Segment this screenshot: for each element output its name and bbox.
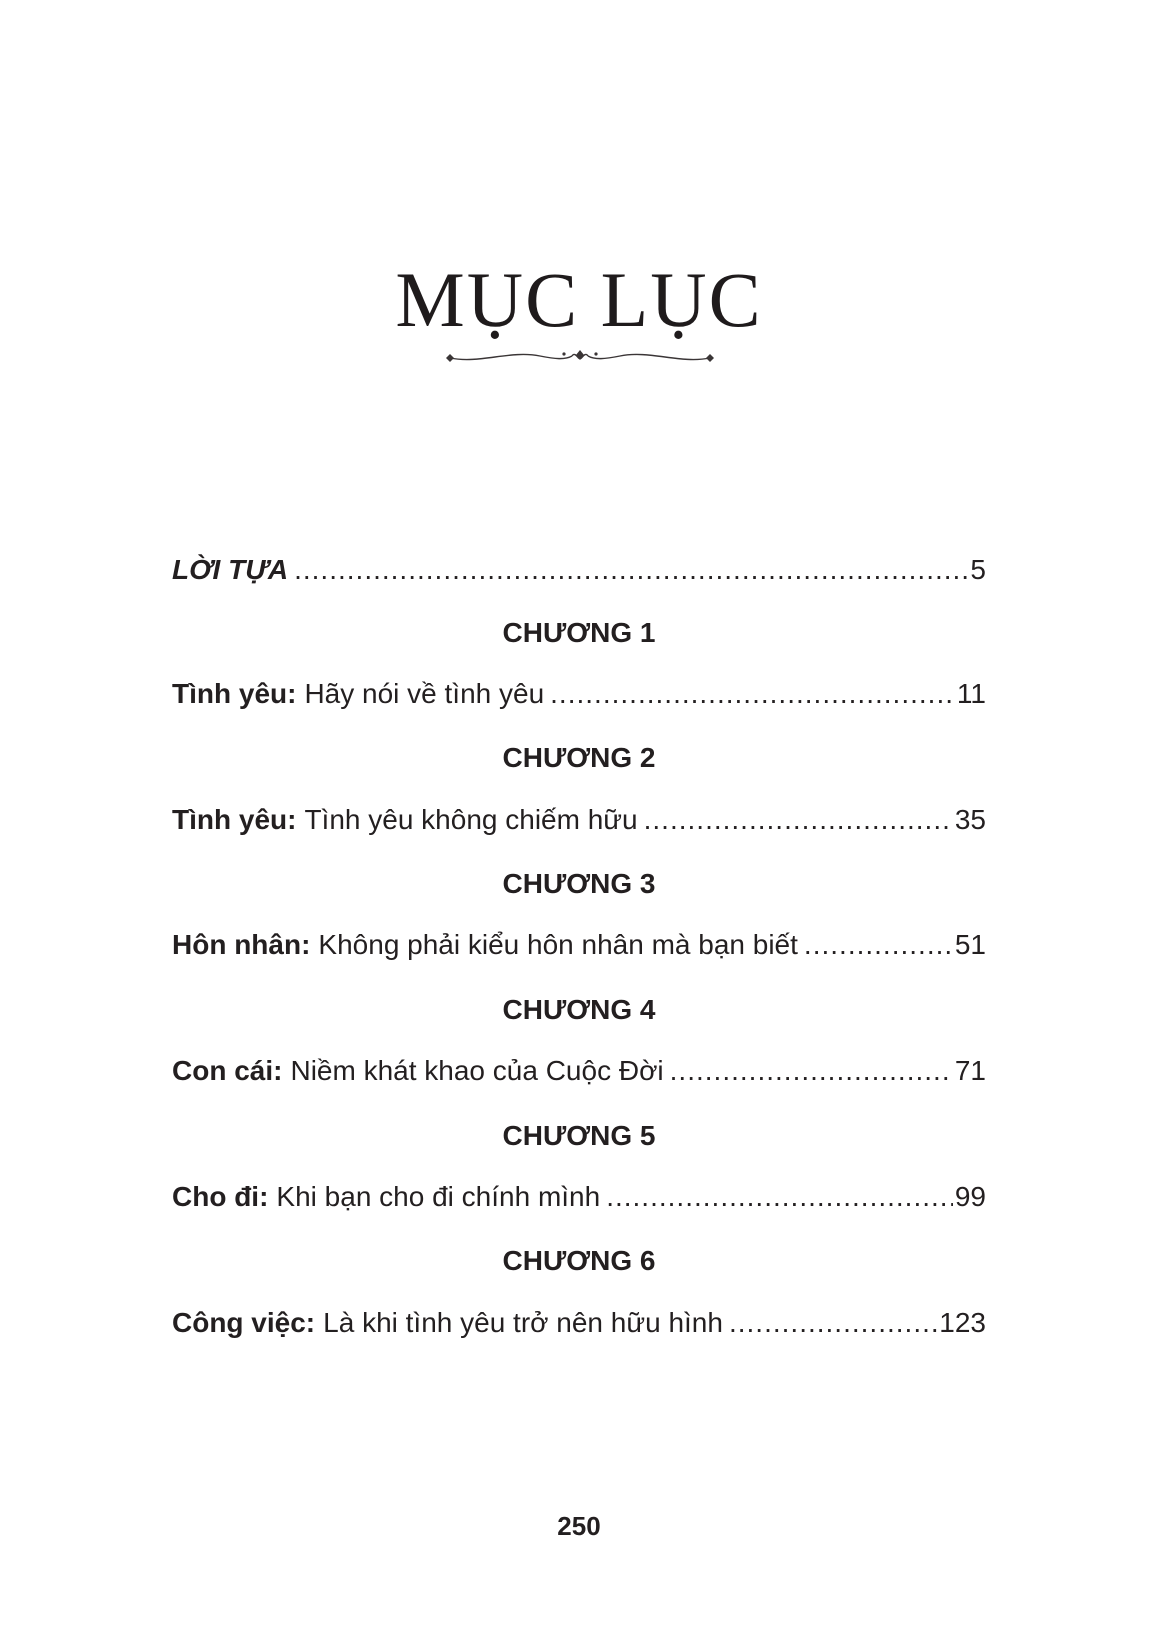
toc-entry-preface[interactable] — [172, 550, 986, 590]
chapter-heading-5: CHƯƠNG 5 — [502, 1120, 656, 1151]
toc-entry-chapter-5[interactable] — [172, 1177, 986, 1217]
entry-label: Tình yêu: — [172, 678, 297, 709]
chapter-heading-3: CHƯƠNG 3 — [502, 868, 656, 899]
entry-label: Con cái: — [172, 1055, 283, 1086]
toc-entry-chapter-6[interactable] — [172, 1303, 986, 1343]
page-title: MỤC LỤC — [395, 256, 763, 343]
chapter-heading-2: CHƯƠNG 2 — [502, 742, 656, 773]
entry-page-number: 71 — [954, 1055, 986, 1086]
entry-title: Là khi tình yêu trở nên hữu hình — [323, 1307, 723, 1338]
dot-leader — [729, 1303, 937, 1343]
entry-page-number: 99 — [954, 1181, 986, 1212]
entry-page-number: 123 — [939, 1307, 986, 1338]
entry-title: Tình yêu không chiếm hữu — [304, 804, 638, 835]
page-number: 250 — [557, 1511, 601, 1541]
dot-leader — [644, 800, 953, 840]
dot-leader — [294, 550, 968, 590]
dot-leader — [550, 674, 955, 714]
entry-label: Cho đi: — [172, 1181, 269, 1212]
dot-leader — [670, 1051, 953, 1091]
chapter-heading-6: CHƯƠNG 6 — [502, 1245, 656, 1276]
entry-title: Khi bạn cho đi chính mình — [276, 1181, 601, 1212]
chapter-heading-1: CHƯƠNG 1 — [502, 617, 656, 648]
entry-page-number: 11 — [956, 678, 986, 709]
entry-title: Niềm khát khao của Cuộc Đời — [290, 1055, 664, 1086]
dot-leader — [606, 1177, 953, 1217]
entry-title: Không phải kiểu hôn nhân mà bạn biết — [318, 929, 798, 960]
entry-label: Tình yêu: — [172, 804, 297, 835]
preface-page-number: 5 — [970, 554, 986, 585]
entry-title: Hãy nói về tình yêu — [304, 678, 545, 709]
toc-entry-chapter-4[interactable] — [172, 1051, 986, 1091]
entry-page-number: 35 — [954, 804, 986, 835]
toc-entry-chapter-2[interactable] — [172, 800, 986, 840]
chapter-heading-4: CHƯƠNG 4 — [502, 994, 656, 1025]
entry-label: Công việc: — [172, 1307, 316, 1338]
ornament-divider-icon — [440, 342, 720, 370]
entry-label: Hôn nhân: — [172, 929, 311, 960]
toc-entry-chapter-1[interactable] — [172, 674, 986, 714]
dot-leader — [804, 925, 953, 965]
preface-label: LỜI TỰA — [172, 554, 289, 585]
entry-page-number: 51 — [954, 929, 986, 960]
toc-entry-chapter-3[interactable] — [172, 925, 986, 965]
